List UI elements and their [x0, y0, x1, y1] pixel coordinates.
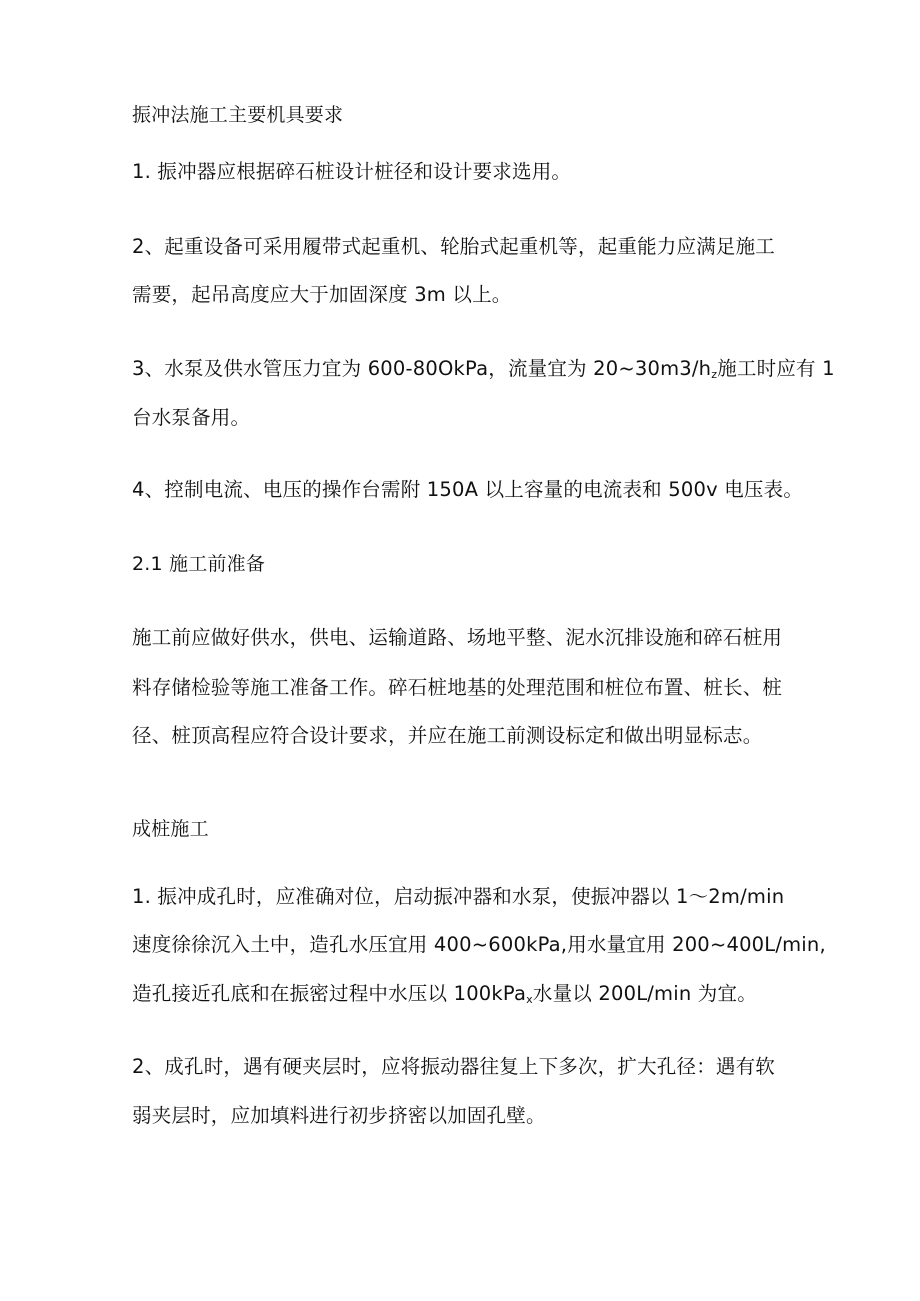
pile-1-line-1: 1. 振冲成孔时，应准确对位，启动振冲器和水泵，使振冲器以 1～2m/min [132, 885, 785, 908]
pile-2-line-2: 弱夹层时，应加填料进行初步挤密以加固孔壁。 [132, 1104, 546, 1127]
pile-1-line-3-part-a: 造孔接近孔底和在振密过程中水压以 100kPa [132, 982, 527, 1005]
item-3-line-1-part-a: 3、水泵及供水管压力宜为 600-80OkPa，流量宜为 20~30m3/h [132, 357, 712, 380]
prep-line-1: 施工前应做好供水，供电、运输道路、场地平整、泥水沉排设施和碎石桩用 [132, 626, 783, 649]
item-3-subscript: z [711, 368, 718, 381]
item-3-line-2: 台水泵备用。 [132, 406, 251, 429]
document-title: 振冲法施工主要机具要求 [132, 104, 344, 126]
section-heading-pile: 成桩施工 [132, 818, 209, 840]
item-2-line-1: 2、起重设备可采用履带式起重机、轮胎式起重机等，起重能力应满足施工 [132, 235, 776, 258]
pile-2-line-1: 2、成孔时，遇有硬夹层时，应将振动器往复上下多次，扩大孔径：遇有软 [132, 1055, 776, 1078]
item-3-line-1-part-b: 施工时应有 1 [717, 357, 835, 380]
pile-1-line-2: 速度徐徐沉入土中，造孔水压宜用 400~600kPa,用水量宜用 200~400L/min, [132, 933, 826, 956]
pile-1-subscript: x [526, 993, 533, 1006]
prep-line-3: 径、桩顶高程应符合设计要求，并应在施工前测设标定和做出明显标志。 [132, 724, 763, 747]
section-heading-prep: 2.1 施工前准备 [132, 553, 266, 575]
pile-1-line-3 [132, 982, 757, 1006]
item-4-text: 4、控制电流、电压的操作台需附 150A 以上容量的电流表和 500v 电压表。 [132, 478, 804, 501]
pile-1-line-3-part-b: 水量以 200L/min 为宜。 [532, 982, 757, 1005]
prep-line-2: 料存储检验等施工准备工作。碎石桩地基的处理范围和桩位布置、桩长、桩 [132, 676, 783, 699]
item-1-text: 1. 振冲器应根据碎石桩设计桩径和设计要求选用。 [132, 160, 572, 183]
item-3-line-1 [132, 357, 835, 381]
item-2-line-2: 需要，起吊高度应大于加固深度 3m 以上。 [132, 283, 512, 306]
